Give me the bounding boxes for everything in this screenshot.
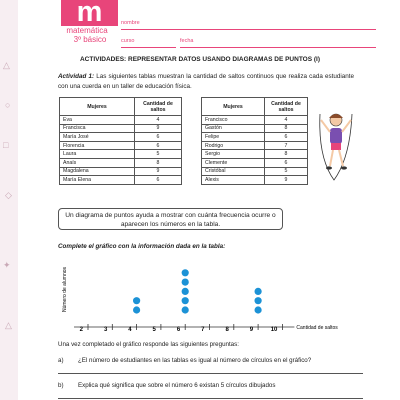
- name-line[interactable]: [121, 29, 376, 30]
- name-label: nombre: [121, 20, 140, 26]
- question-a-letter: a): [58, 357, 64, 364]
- cell-name: Florencia: [60, 141, 135, 150]
- activity-label: Actividad 1:: [58, 73, 95, 80]
- table-row: [202, 124, 308, 133]
- x-tick-label: 3: [103, 327, 108, 333]
- cell-name: Eva: [60, 116, 135, 125]
- cell-count: 9: [265, 176, 308, 185]
- question-b-text: Explica qué significa que sobre el número 6 existan 5 círculos dibujados: [78, 382, 276, 389]
- date-label: fecha: [180, 38, 194, 44]
- table-row: [202, 158, 308, 167]
- cell-name: María Elena: [60, 176, 135, 185]
- decor-star-icon: ✦: [3, 260, 11, 270]
- cell-count: 4: [265, 116, 308, 125]
- table-row: [202, 133, 308, 142]
- questions-intro: Una vez completado el gráfico responde las siguientes preguntas:: [58, 341, 239, 348]
- cell-name: Laura: [60, 150, 135, 159]
- table-row: [202, 150, 308, 159]
- col-header: Cantidad de saltos: [265, 98, 308, 116]
- decor-triangle-icon: △: [5, 320, 12, 330]
- x-tick-label: 10: [270, 327, 278, 333]
- x-tick-label: 6: [176, 327, 181, 333]
- data-dot: [133, 306, 140, 313]
- x-axis-label: Cantidad de saltos: [296, 325, 338, 331]
- table-row: [202, 167, 308, 176]
- data-dot: [182, 306, 189, 313]
- answer-line-a[interactable]: [58, 373, 363, 374]
- answer-line-b[interactable]: [58, 398, 363, 399]
- table-right: [201, 97, 308, 185]
- data-dot: [182, 297, 189, 304]
- cell-name: Francisco: [202, 116, 265, 125]
- cell-count: 8: [265, 124, 308, 133]
- table-left: [59, 97, 182, 185]
- course-label: curso: [121, 38, 135, 44]
- data-dot: [182, 288, 189, 295]
- data-dot: [182, 279, 189, 286]
- x-tick-label: 9: [249, 327, 254, 333]
- cell-name: Clemente: [202, 158, 265, 167]
- cell-name: Magdalena: [60, 167, 135, 176]
- dot-plot-chart: [58, 252, 363, 334]
- decor-square-icon: □: [3, 140, 9, 150]
- grade-label: 3º básico: [73, 35, 107, 44]
- cell-count: 5: [135, 150, 182, 159]
- info-callout: Un diagrama de puntos ayuda a mostrar con cuánta frecuencia ocurre o aparecen los números en la tabla.: [58, 208, 283, 230]
- cell-name: Felipe: [202, 133, 265, 142]
- activity-text: Las siguientes tablas muestran la cantidad de saltos continuos que realiza cada estudiante con una cuerda en un taller de educación física.: [58, 73, 355, 90]
- logo-letter: m: [76, 0, 103, 28]
- question-a-text: ¿El número de estudiantes en las tablas es igual al número de círculos en el gráfico?: [78, 357, 312, 364]
- table-row: [202, 176, 308, 185]
- data-dot: [133, 297, 140, 304]
- table-row: [60, 133, 182, 142]
- x-tick-label: 4: [128, 327, 132, 333]
- question-b-letter: b): [58, 382, 64, 389]
- table-row: [60, 150, 182, 159]
- data-dot: [255, 297, 262, 304]
- cell-count: 6: [265, 158, 308, 167]
- x-tick-label: 8: [225, 327, 229, 333]
- jump-rope-girl-illustration: [314, 106, 358, 190]
- cell-name: Gastón: [202, 124, 265, 133]
- table-row: [202, 116, 308, 125]
- activity-paragraph: [58, 72, 354, 92]
- data-dot: [182, 269, 189, 276]
- cell-count: 6: [135, 176, 182, 185]
- data-dot: [255, 288, 262, 295]
- page-title: ACTIVIDADES: REPRESENTAR DATOS USANDO DIAGRAMAS DE PUNTOS (I): [79, 56, 321, 63]
- x-tick-label: 7: [201, 327, 205, 333]
- decor-diamond-icon: ◇: [5, 190, 12, 200]
- col-header: Cantidad de saltos: [135, 98, 182, 116]
- date-line[interactable]: [180, 47, 376, 48]
- table-row: [60, 116, 182, 125]
- table-row: [60, 141, 182, 150]
- cell-count: 6: [265, 133, 308, 142]
- cell-name: Alexis: [202, 176, 265, 185]
- cell-count: 9: [135, 124, 182, 133]
- cell-count: 4: [135, 116, 182, 125]
- cell-count: 7: [265, 141, 308, 150]
- cell-count: 6: [135, 133, 182, 142]
- col-header: Mujeres: [202, 98, 265, 116]
- cell-count: 8: [265, 150, 308, 159]
- table-row: [60, 167, 182, 176]
- decor-triangle-icon: △: [3, 60, 10, 70]
- cell-count: 6: [135, 141, 182, 150]
- y-axis-label: Número de alumnos: [62, 266, 68, 312]
- col-header: Mujeres: [60, 98, 135, 116]
- table-row: [60, 124, 182, 133]
- cell-count: 8: [135, 158, 182, 167]
- logo: [61, 0, 118, 26]
- cell-name: Cristóbal: [202, 167, 265, 176]
- data-dot: [255, 306, 262, 313]
- cell-name: Rodrigo: [202, 141, 265, 150]
- x-tick-label: 2: [79, 327, 83, 333]
- decor-circle-icon: ○: [5, 100, 11, 110]
- logo-word: matemática: [66, 26, 108, 35]
- cell-name: María José: [60, 133, 135, 142]
- chart-instruction: Complete el gráfico con la información dada en la tabla:: [58, 243, 226, 250]
- table-row: [202, 141, 308, 150]
- cell-name: Sergio: [202, 150, 265, 159]
- table-row: [60, 176, 182, 185]
- cell-count: 5: [265, 167, 308, 176]
- cell-count: 9: [135, 167, 182, 176]
- cell-name: Anaís: [60, 158, 135, 167]
- cell-name: Francisca: [60, 124, 135, 133]
- course-line[interactable]: [121, 47, 176, 48]
- x-tick-label: 5: [152, 327, 156, 333]
- table-row: [60, 158, 182, 167]
